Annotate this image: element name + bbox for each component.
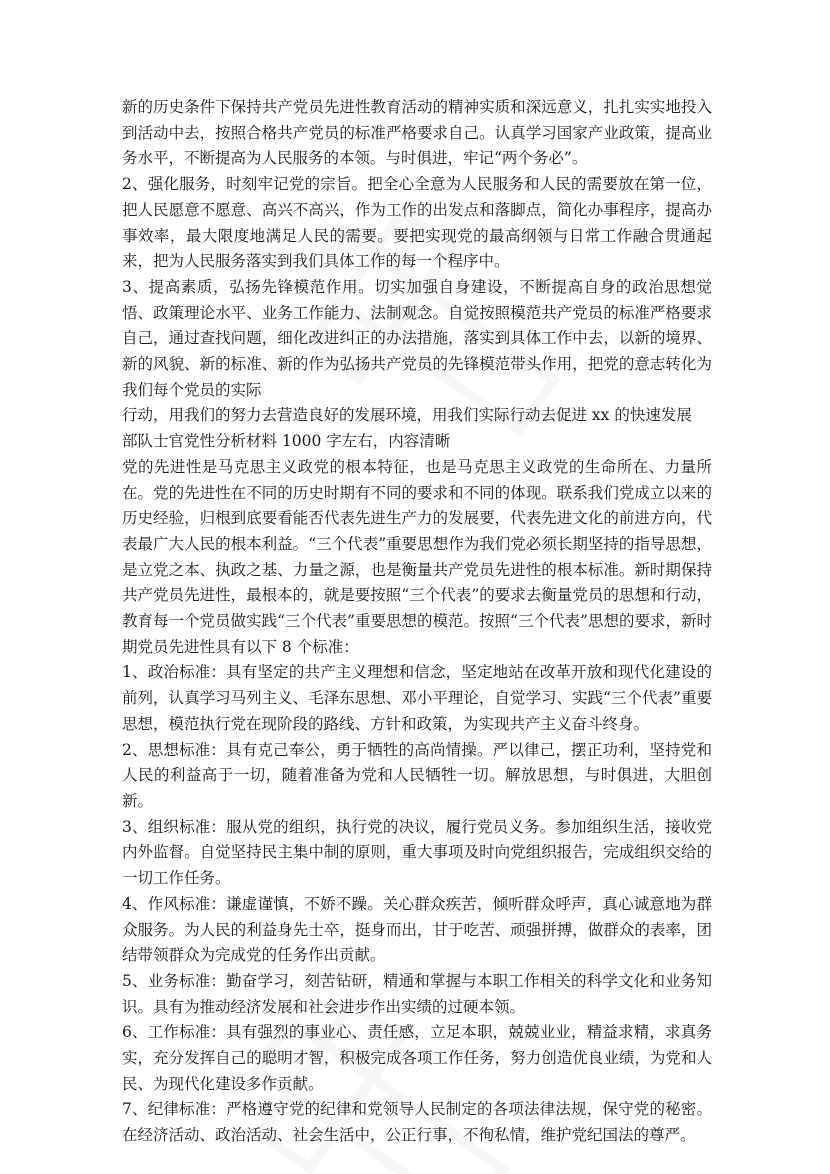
- list-item: 1、政治标准：具有坚定的共产主义理想和信念，坚定地站在改革开放和现代化建设的前列，认真学习马列主义、毛泽东思想、邓小平理论，自觉学习、实践“三个代表”重要思想，模范执行党在现阶段的路线、方针和政策，为实现共产主义奋斗终身。: [122, 663, 712, 733]
- list-item: 7、纪律标准：严格遵守党的纪律和党领导人民制定的各项法律法规，保守党的秘密。在经济活动、政治活动、社会生活中，公正行事，不徇私情，维护党纪国法的尊严。: [122, 1100, 712, 1145]
- list-item: 2、思想标准：具有克己奉公，勇于牺牲的高尚情操。严以律己，摆正功利，坚持党和人民的利益高于一切，随着准备为党和人民牺牲一切。解放思想，与时俱进，大胆创新。: [122, 740, 712, 810]
- paragraph: 2、强化服务，时刻牢记党的宗旨。把全心全意为人民服务和人民的需要放在第一位，把人民愿意不愿意、高兴不高兴，作为工作的出发点和落脚点，简化办事程序，提高办事效率，最大限度地满足人民的需要。要把实现党的最高纲领与日常工作融合贯通起来，把为人民服务落实到我们具体工作的每一个程序中。: [122, 175, 712, 271]
- paragraph: 3、提高素质，弘扬先锋模范作用。切实加强自身建设，不断提高自身的政治思想觉悟、政策理论水平、业务工作能力、法制观念。自觉按照模范共产党员的标准严格要求自己，通过查找问题，细化改进纠正的办法措施，落实到具体工作中去，以新的境界、新的风貌、新的标准、新的作为弘扬共产党员的先锋模范带头作用，把党的意志转化为我们每个党员的实际: [122, 277, 712, 399]
- document-body: [122, 95, 712, 1149]
- paragraph: 党的先进性是马克思主义政党的根本特征，也是马克思主义政党的生命所在、力量所在。党的先进性在不同的历史时期有不同的要求和不同的体现。联系我们党成立以来的历史经验，归根到底要看能否代表先进生产力的发展要，代表先进文化的前进方向，代表最广大人民的根本利益。“三个代表”重要思想作为我们党必须长期坚持的指导思想，是立党之本、执政之基、力量之源，也是衡量共产党员先进性的根本标准。新时期保持共产党员先进性，最根本的，就是要按照“三个代表”的要求去衡量党员的思想和行动，教育每一个党员做实践“三个代表”重要思想的模范。按照“三个代表”思想的要求，新时期党员先进性具有以下 8 个标准：: [122, 457, 712, 656]
- paragraph: 新的历史条件下保持共产党员先进性教育活动的精神实质和深远意义，扎扎实实地投入到活动中去，按照合格共产党员的标准严格要求自己。认真学习国家产业政策，提高业务水平，不断提高为人民服务的本领。与时俱进，牢记“两个务必”。: [122, 98, 712, 168]
- paragraph: 行动，用我们的努力去营造良好的发展环境，用我们实际行动去促进 xx 的快速发展: [122, 406, 692, 425]
- list-item: 6、工作标准：具有强烈的事业心、责任感，立足本职，兢兢业业，精益求精，求真务实，充分发挥自己的聪明才智，积极完成各项工作任务，努力创造优良业绩，为党和人民、为现代化建设多作贡献。: [122, 1023, 712, 1093]
- list-item: 5、业务标准：勤奋学习，刻苦钻研，精通和掌握与本职工作相关的科学文化和业务知识。具有为推动经济发展和社会进步作出实绩的过硬本领。: [122, 971, 712, 1016]
- list-item: 4、作风标准：谦虚谨慎，不娇不躁。关心群众疾苦，倾听群众呼声，真心诚意地为群众服务。为人民的利益身先士卒，挺身而出，甘于吃苦、顽强拼搏，做群众的表率，团结带领群众为完成党的任务作出贡献。: [122, 894, 712, 965]
- list-item: 3、组织标准：服从党的组织，执行党的决议，履行党员义务。参加组织生活，接收党内外监督。自觉坚持民主集中制的原则，重大事项及时向党组织报告，完成组织交给的一切工作任务。: [122, 817, 712, 888]
- section-heading: 部队士官党性分析材料 1000 字左右，内容清晰: [122, 432, 451, 451]
